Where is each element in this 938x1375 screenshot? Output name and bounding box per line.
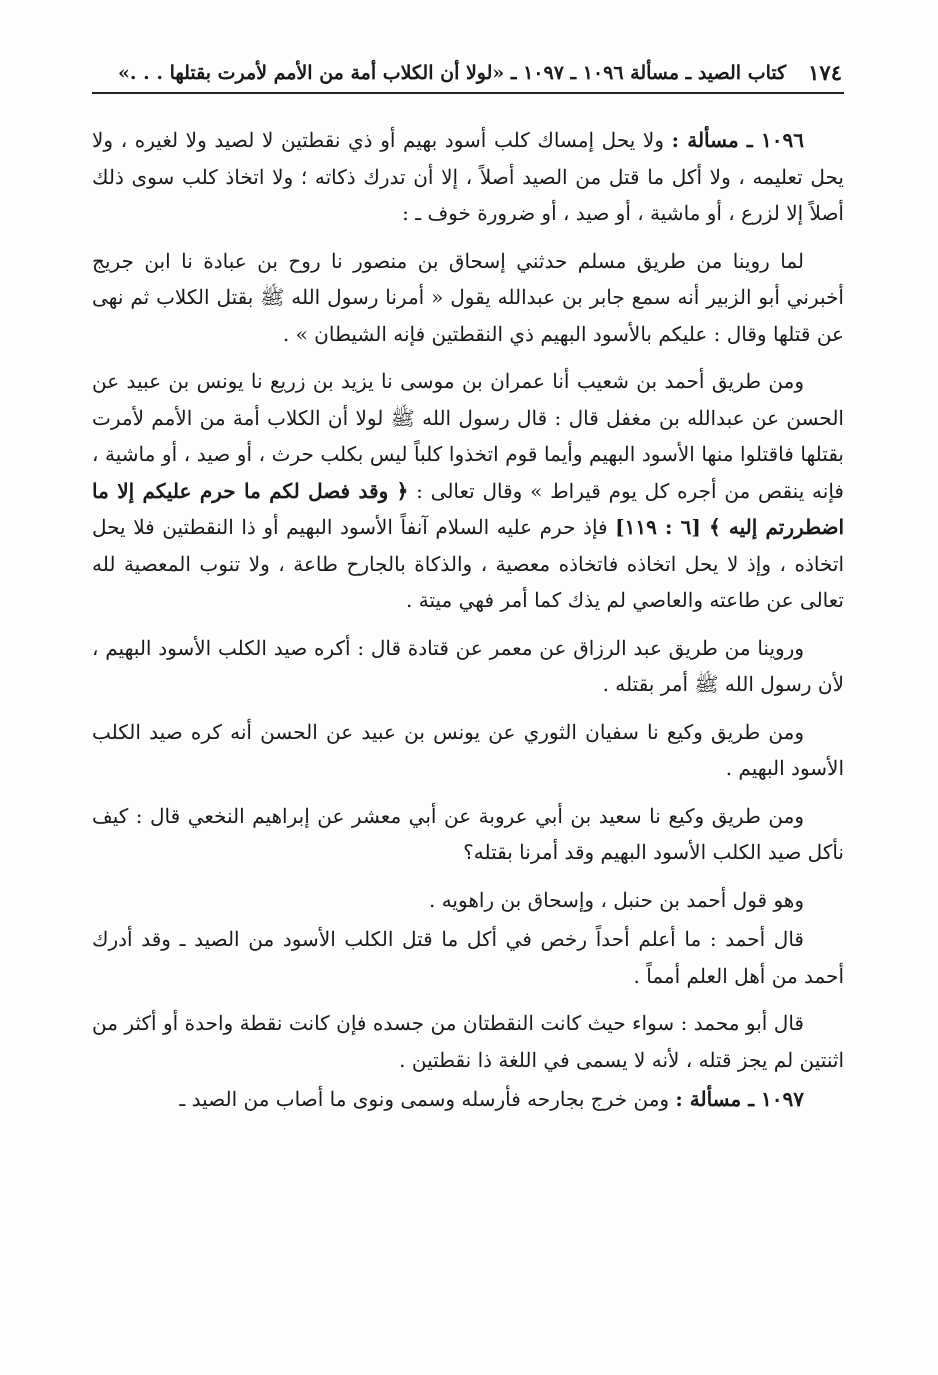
paragraph-masala-1096 — [92, 122, 844, 232]
paragraph-abdurrazzaq-narration — [92, 630, 844, 703]
paragraph-text: وهو قول أحمد بن حنبل ، وإسحاق بن راهويه . — [428, 887, 804, 912]
paragraph-text: ومن خرج بجارحه فأرسله وسمى ونوى ما أصاب من الصيد ـ — [179, 1087, 676, 1111]
paragraph-text: قال أحمد : ما أعلم أحداً رخص في أكل ما قتل الكلب الأسود من الصيد ـ وقد أدرك أحمد من أهل العلم أمماً . — [92, 927, 844, 988]
header-rule — [92, 92, 844, 94]
page-body — [92, 122, 844, 1129]
paragraph-abu-muhammad — [92, 1005, 844, 1078]
paragraph-text: لما روينا من طريق مسلم حدثني إسحاق بن منصور نا روح بن عبادة نا ابن جريج أخبرني أبو الزبير أنه سمع جابر بن عبدالله يقول « أمرنا رسول الله ﷺ بقتل الكلاب ثم نهى عن قتلها وقال : عليكم بالأسود البهيم ذي النقطتين فإنه الشيطان » . — [92, 248, 844, 346]
paragraph-text: ولا يحل إمساك كلب أسود بهيم أو ذي نقطتين لا لصيد ولا لغيره ، ولا يحل تعليمه ، ولا أكل ما قتل من الصيد أصلاً ، إلا أن تدرك ذكاته ؛ ولا اتخاذ كلب سوى ذلك أصلاً إلا لزرع ، أو ماشية ، أو صيد ، أو ضرورة خوف ـ : — [92, 128, 844, 225]
page-number: ١٧٤ — [808, 60, 842, 85]
masala-number: ١٠٩٦ ـ مسألة : — [671, 128, 804, 152]
paragraph-text-continued: فإذ حرم عليه السلام آنفاً الأسود البهيم أو ذا النقطتين فلا يحل اتخاذه ، وإذ لا يحل اتخاذه فاتخاذه معصية ، والذكاة بالجارح طاعة ، ولا تنوب المعصية لله تعالى عن طاعته والعاصي لم يذك كما أمر فهي ميتة . — [92, 515, 844, 612]
paragraph-text: وروينا من طريق عبد الرزاق عن معمر عن قتادة قال : أكره صيد الكلب الأسود البهيم ، لأن رسول الله ﷺ أمر بقتله . — [92, 635, 844, 696]
masala-number: ١٠٩٧ ـ مسألة : — [675, 1087, 804, 1111]
running-title: كتاب الصيد ـ مسألة ١٠٩٦ ـ ١٠٩٧ ـ «لولا أن الكلاب أمة من الأمم لأمرت بقتلها . . .» — [118, 62, 787, 84]
paragraph-muslim-narration — [92, 243, 844, 353]
paragraph-waki-narration — [92, 714, 844, 787]
quran-quote: ﴿ وقد فصل لكم ما حرم عليكم إلا ما اضطررتم إليه ﴾ [٦ : ١١٩] — [92, 478, 845, 539]
paragraph-masala-1097 — [92, 1081, 844, 1118]
paragraph-text: ومن طريق وكيع نا سعيد بن أبي عروبة عن أبي معشر عن إبراهيم النخعي قال : كيف نأكل صيد الكلب الأسود البهيم وقد أمرنا بقتله؟ — [92, 803, 844, 864]
paragraph-text: ومن طريق أحمد بن شعيب أنا عمران بن موسى نا يزيد بن زريع نا يونس بن عبيد عن الحسن عن عبدالله بن مغفل قال : قال رسول الله ﷺ لولا أن الكلاب أمة من الأمم لأمرت بقتلها فاقتلوا منها الأسود البهيم وأيما قوم اتخذوا كلباً ليس بكلب حرث ، أو صيد ، أو ماشية ، فإنه ينقص من أجره كل يوم قيراط » وقال تعالى : — [92, 369, 844, 503]
page-header — [90, 52, 842, 88]
paragraph-text: ومن طريق وكيع نا سفيان الثوري عن يونس بن عبيد عن الحسن أنه كره صيد الكلب الأسود البهيم . — [92, 719, 844, 780]
paragraph-ahmad-quote — [92, 921, 844, 994]
paragraph-nakhai-narration — [92, 798, 844, 871]
paragraph-ahmad-narration — [92, 363, 844, 619]
paragraph-text: قال أبو محمد : سواء حيث كانت النقطتان من جسده فإن كانت نقطة واحدة أو أكثر من اثنتين لم يجز قتله ، لأنه لا يسمى في اللغة ذا نقطتين . — [92, 1011, 844, 1072]
paragraph-ahmad-ishaq-view — [92, 882, 844, 919]
